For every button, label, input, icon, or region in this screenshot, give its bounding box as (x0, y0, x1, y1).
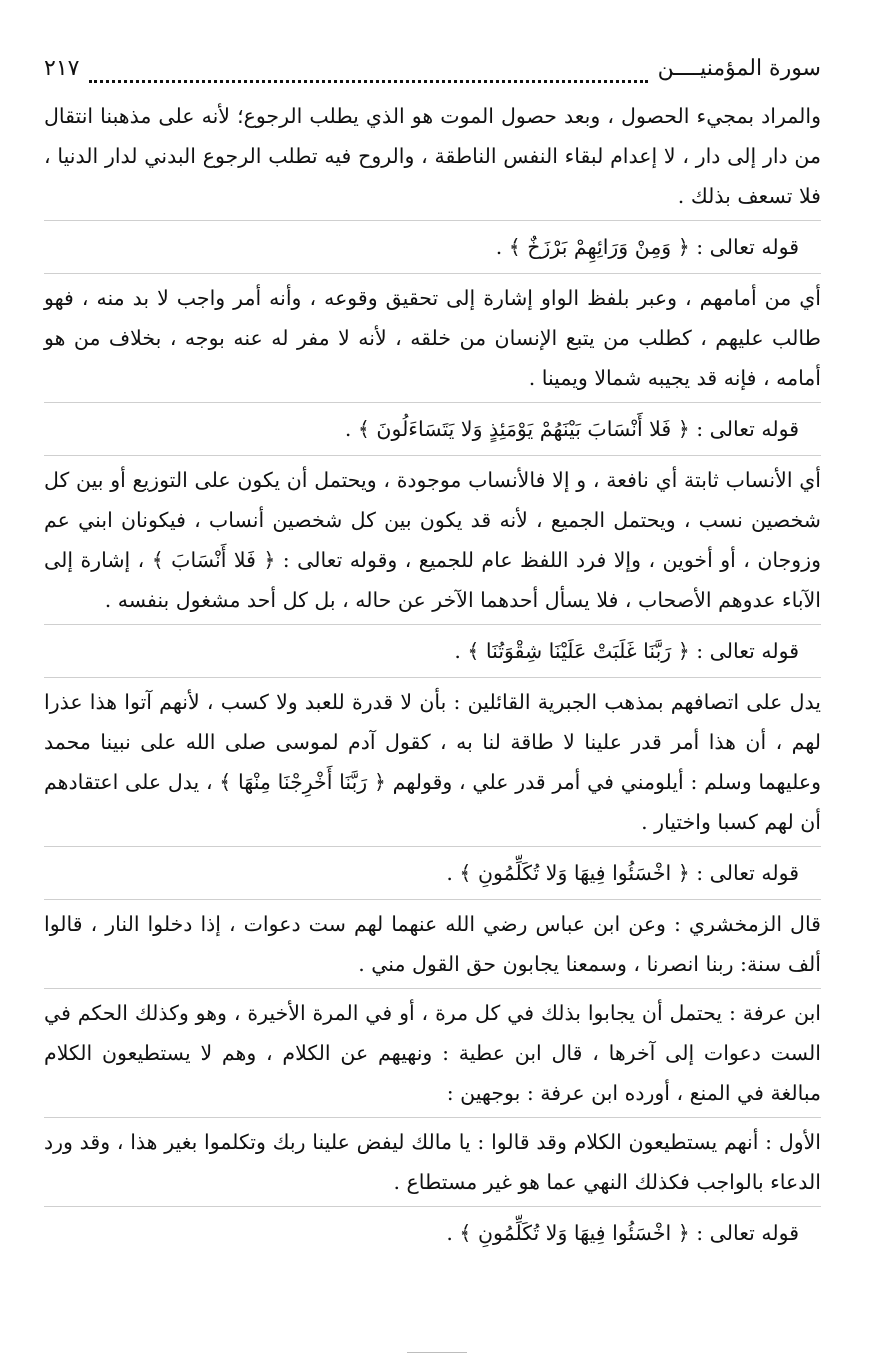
paragraph-separator (44, 220, 821, 221)
paragraph-separator (44, 1206, 821, 1207)
verse-heading: قوله تعالى : ﴿ اخْسَئُوا فِيهَا وَلا تُكَلِّمُونِ ﴾ . (446, 1221, 799, 1245)
page-body (44, 96, 821, 1253)
paragraph-separator (44, 624, 821, 625)
verse-heading: قوله تعالى : ﴿ اخْسَئُوا فِيهَا وَلا تُكَلِّمُونِ ﴾ . (446, 861, 799, 885)
verse-heading: قوله تعالى : ﴿ فَلا أَنْسَابَ بَيْنَهُمْ يَوْمَئِذٍ وَلا يَتَسَاءَلُونَ ﴾ . (344, 417, 799, 441)
paragraph-separator (44, 402, 821, 403)
paragraph-separator (44, 455, 821, 456)
paragraph-separator (44, 988, 821, 989)
verse-heading: قوله تعالى : ﴿ وَمِنْ وَرَائِهِمْ بَرْزَخٌ ﴾ . (495, 235, 799, 259)
paragraph-separator (44, 899, 821, 900)
surah-title: سورة المؤمنيــــن (657, 56, 821, 81)
commentary-paragraph: والمراد بمجيء الحصول ، وبعد حصول الموت هو الذي يطلب الرجوع؛ لأنه على مذهبنا انتقال من دار إلى دار ، لا إعدام لبقاء النفس الناطقة ، والروح فيه تطلب الرجوع البدني لدار الدنيا ، فلا تسعف بذلك . (44, 104, 821, 208)
commentary-paragraph: الأول : أنهم يستطيعون الكلام وقد قالوا : يا مالك ليفض علينا ربك وتكلموا بغير هذا ، وقد ورد الدعاء بالواجب فكذلك النهي عما هو غير مستطاع . (44, 1130, 821, 1194)
verse-heading: قوله تعالى : ﴿ رَبَّنَا غَلَبَتْ عَلَيْنَا شِقْوَتُنَا ﴾ . (454, 639, 799, 663)
page-header (44, 56, 821, 92)
paragraph-separator (44, 677, 821, 678)
paragraph-separator (44, 1117, 821, 1118)
commentary-paragraph: يدل على اتصافهم بمذهب الجبرية القائلين : بأن لا قدرة للعبد ولا كسب ، لأنهم آتوا هذا عذرا لهم ، أن هذا أمر قدر علينا لا طاقة لنا به ، كقول آدم لموسى صلى الله على نبينا محمد وعليهما وسلم : أيلومني في أمر قدر علي ، وقولهم ﴿ رَبَّنَا أَخْرِجْنَا مِنْهَا ﴾ ، يدل على اعتقادهم أن لهم كسبا واختيار . (44, 690, 821, 834)
paragraph-separator (44, 846, 821, 847)
commentary-paragraph: قال الزمخشري : وعن ابن عباس رضي الله عنهما لهم ست دعوات ، إذا دخلوا النار ، قالوا ألف سنة: ربنا انصرنا ، وسمعنا يجابون حق القول مني . (44, 912, 821, 976)
commentary-paragraph: ابن عرفة : يحتمل أن يجابوا بذلك في كل مرة ، أو في المرة الأخيرة ، وهو وكذلك الحكم في الست دعوات إلى آخرها ، قال ابن عطية : ونهيهم عن الكلام ، وهم لا يستطيعون الكلام مبالغة في المنع ، أورده ابن عرفة : بوجهين : (44, 1001, 821, 1105)
page-number: ٢١٧ (44, 56, 80, 81)
commentary-paragraph: أي من أمامهم ، وعبر بلفظ الواو إشارة إلى تحقيق وقوعه ، وأنه أمر واجب لا بد منه ، فهو طالب عليهم ، كطلب من يتبع الإنسان من خلقه ، لأنه لا مفر له عنه بوجه ، بخلاف من هو أمامه ، فإنه قد يجيبه شمالا ويمينا . (44, 286, 821, 390)
paragraph-separator (44, 273, 821, 274)
header-dot-leader (89, 66, 647, 83)
commentary-paragraph: أي الأنساب ثابتة أي نافعة ، و إلا فالأنساب موجودة ، ويحتمل أن يكون على التوزيع أو بين كل شخصين نسب ، ويحتمل الجميع ، لأنه قد يكون بين كل شخصين أنساب ، فيكونان ابني عم وزوجان ، أو أخوين ، وإلا فرد اللفظ عام للجميع ، وقوله تعالى : ﴿ فَلا أَنْسَابَ ﴾ ، إشارة إلى الآباء عدوهم الأصحاب ، فلا يسأل أحدهما الآخر عن حاله ، بل كل أحد مشغول بنفسه . (44, 468, 821, 612)
footer-rule (407, 1352, 467, 1353)
